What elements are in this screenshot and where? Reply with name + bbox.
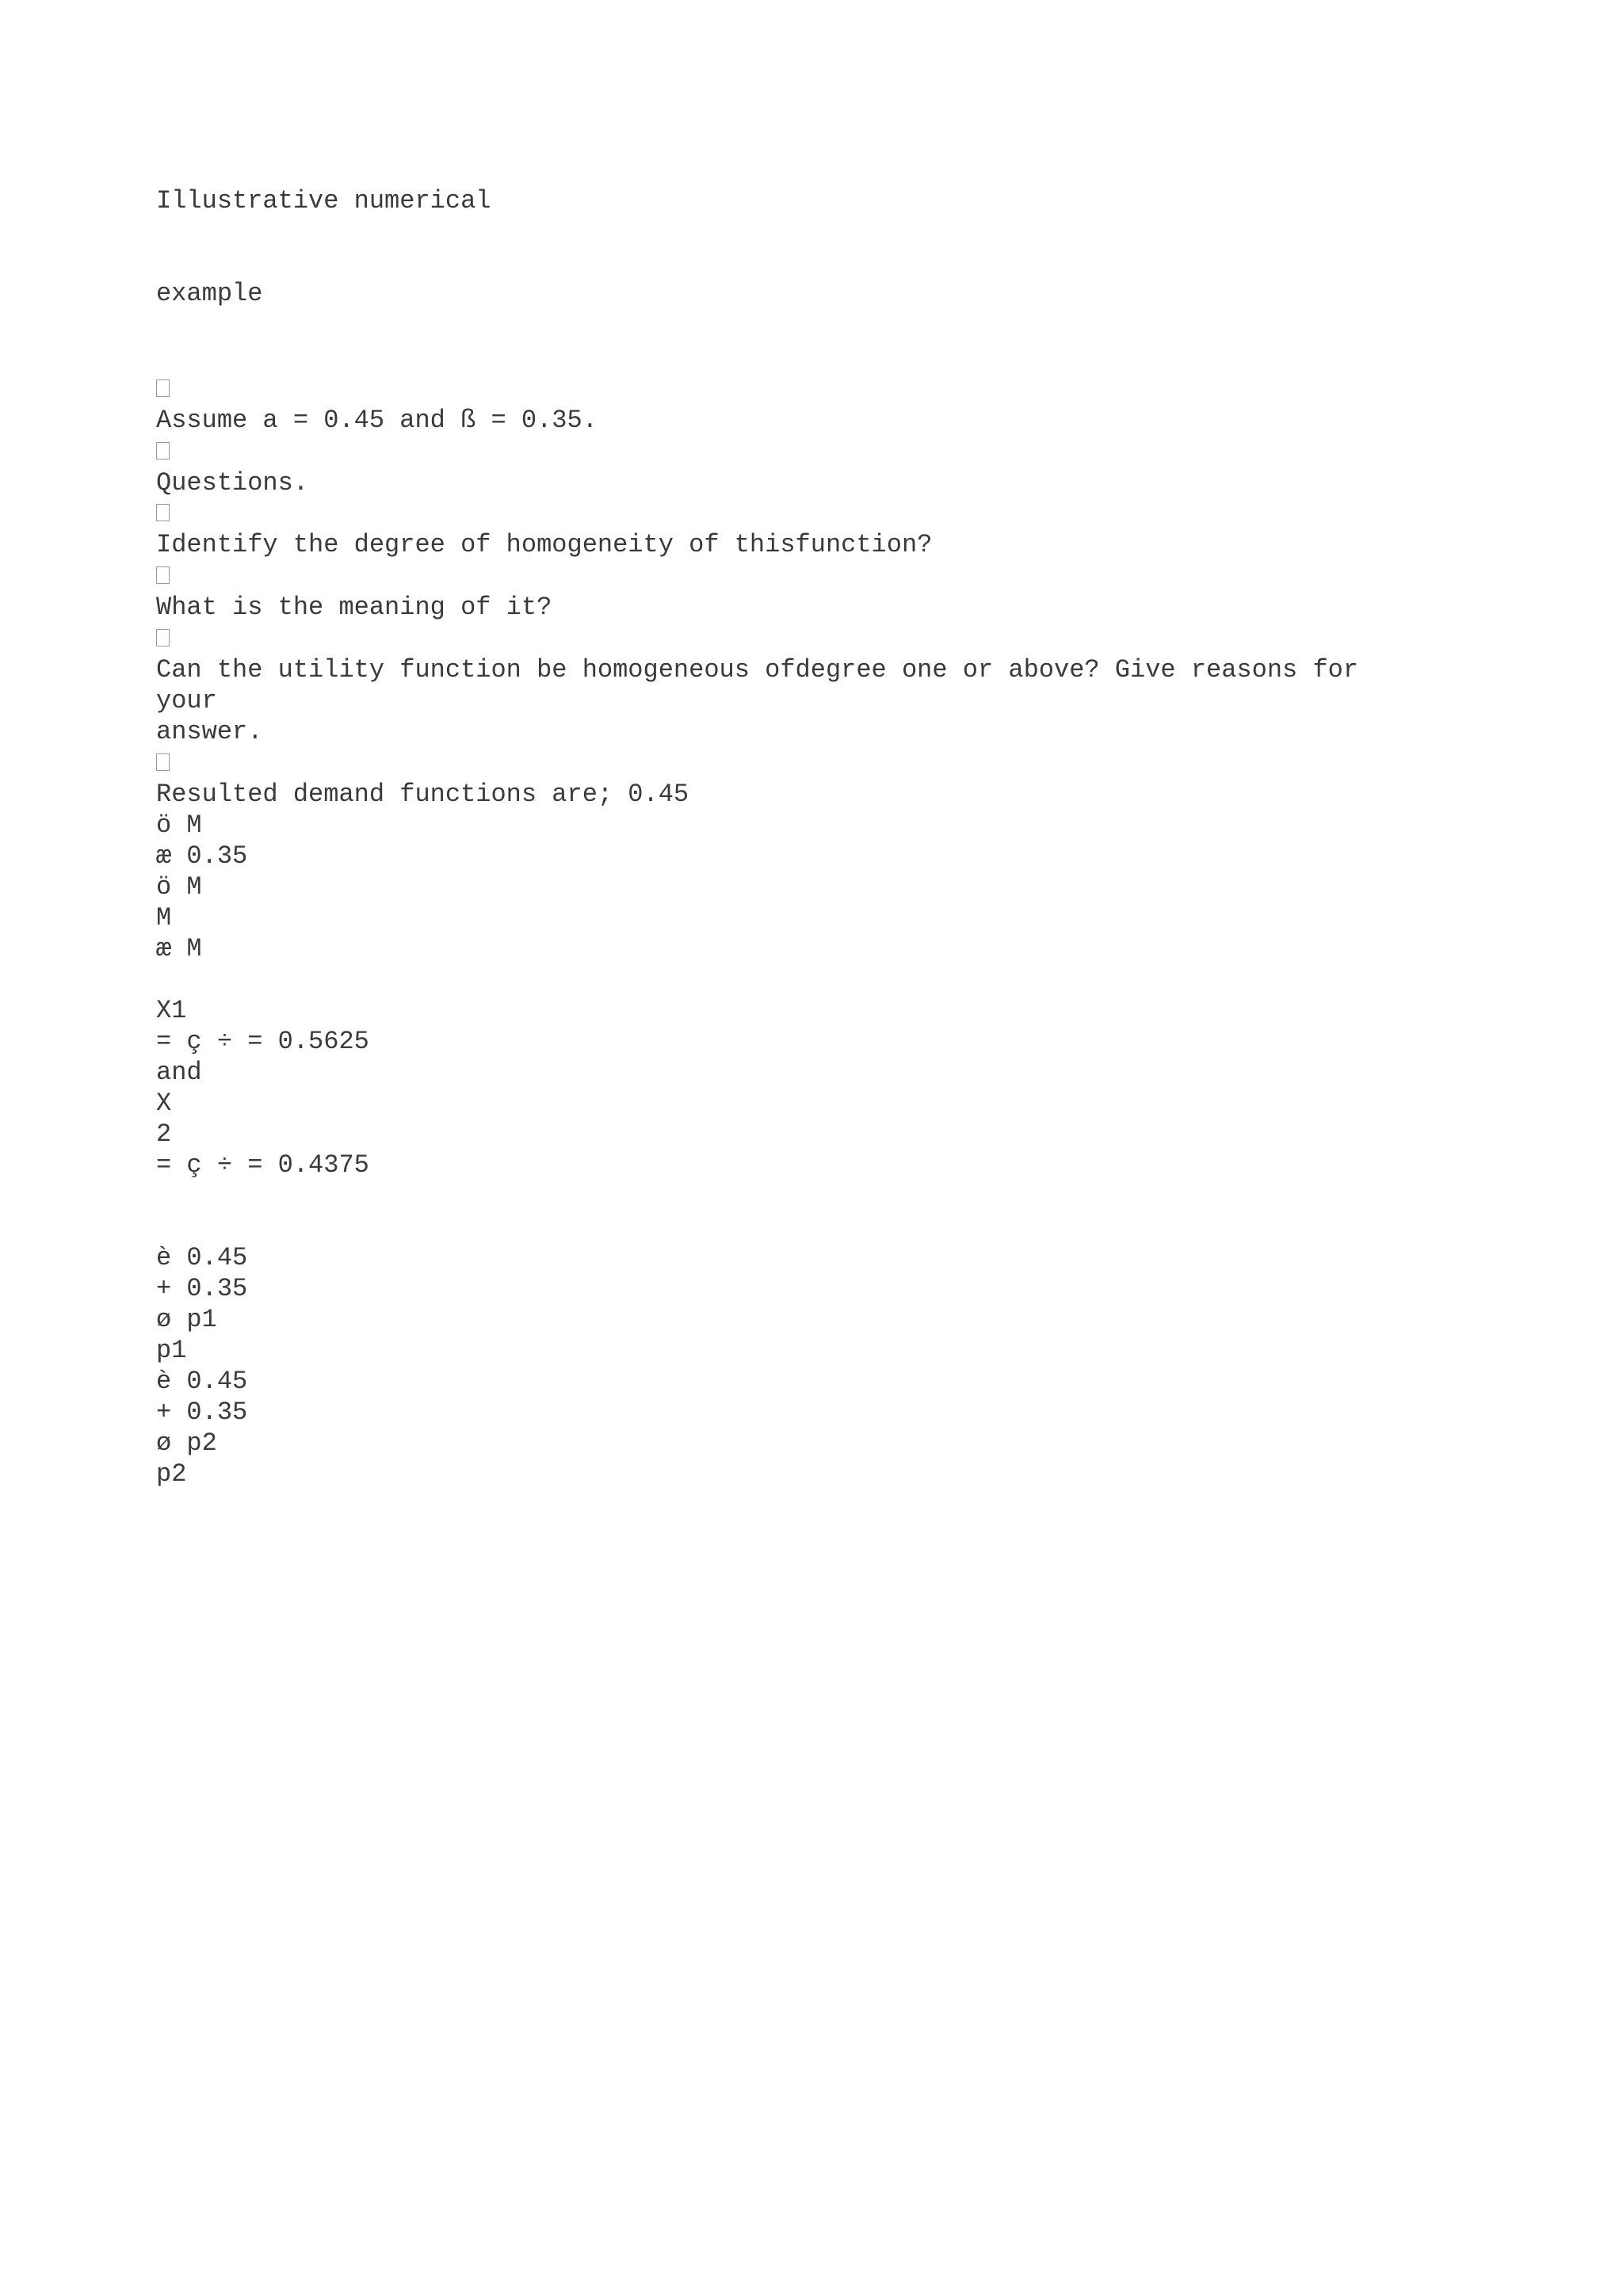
denominator-line: p1 xyxy=(156,1336,187,1365)
equation-line: M xyxy=(156,903,172,933)
bullet-box-icon xyxy=(156,379,170,397)
question-3-line-3: answer. xyxy=(156,717,263,746)
equation-line: ö M xyxy=(156,872,202,902)
equation-line: X1 xyxy=(156,996,187,1025)
denominator-line: p2 xyxy=(156,1459,187,1489)
bullet-box-icon xyxy=(156,629,170,646)
title-line-2: example xyxy=(156,279,263,308)
denominator-line: è 0.45 xyxy=(156,1367,248,1396)
question-1: Identify the degree of homogeneity of thisfunction? xyxy=(156,530,933,559)
equation-line: æ M xyxy=(156,934,202,963)
demand-intro: Resulted demand functions are; 0.45 xyxy=(156,780,689,809)
equation-line: = ç ÷ = 0.4375 xyxy=(156,1150,369,1180)
question-3-line-2: your xyxy=(156,686,217,715)
equation-line: æ 0.35 xyxy=(156,841,248,871)
bullet-box-icon xyxy=(156,504,170,521)
equation-line: X xyxy=(156,1089,172,1118)
equation-line: ö M xyxy=(156,810,202,840)
questions-heading: Questions. xyxy=(156,468,309,498)
bullet-box-icon xyxy=(156,753,170,771)
denominator-line: + 0.35 xyxy=(156,1274,248,1303)
denominator-line: è 0.45 xyxy=(156,1243,248,1272)
assume-line: Assume a = 0.45 and ß = 0.35. xyxy=(156,406,598,435)
equation-line: 2 xyxy=(156,1119,172,1149)
question-3-line-1: Can the utility function be homogeneous ofdegree one or above? Give reasons for xyxy=(156,655,1359,685)
title-line-1: Illustrative numerical xyxy=(156,186,491,215)
equation-line: = ç ÷ = 0.5625 xyxy=(156,1027,369,1056)
question-2: What is the meaning of it? xyxy=(156,593,552,622)
denominator-line: ø p1 xyxy=(156,1305,217,1334)
denominator-line: + 0.35 xyxy=(156,1398,248,1427)
bullet-box-icon xyxy=(156,442,170,460)
bullet-box-icon xyxy=(156,566,170,584)
equation-line: and xyxy=(156,1058,202,1087)
denominator-line: ø p2 xyxy=(156,1428,217,1458)
